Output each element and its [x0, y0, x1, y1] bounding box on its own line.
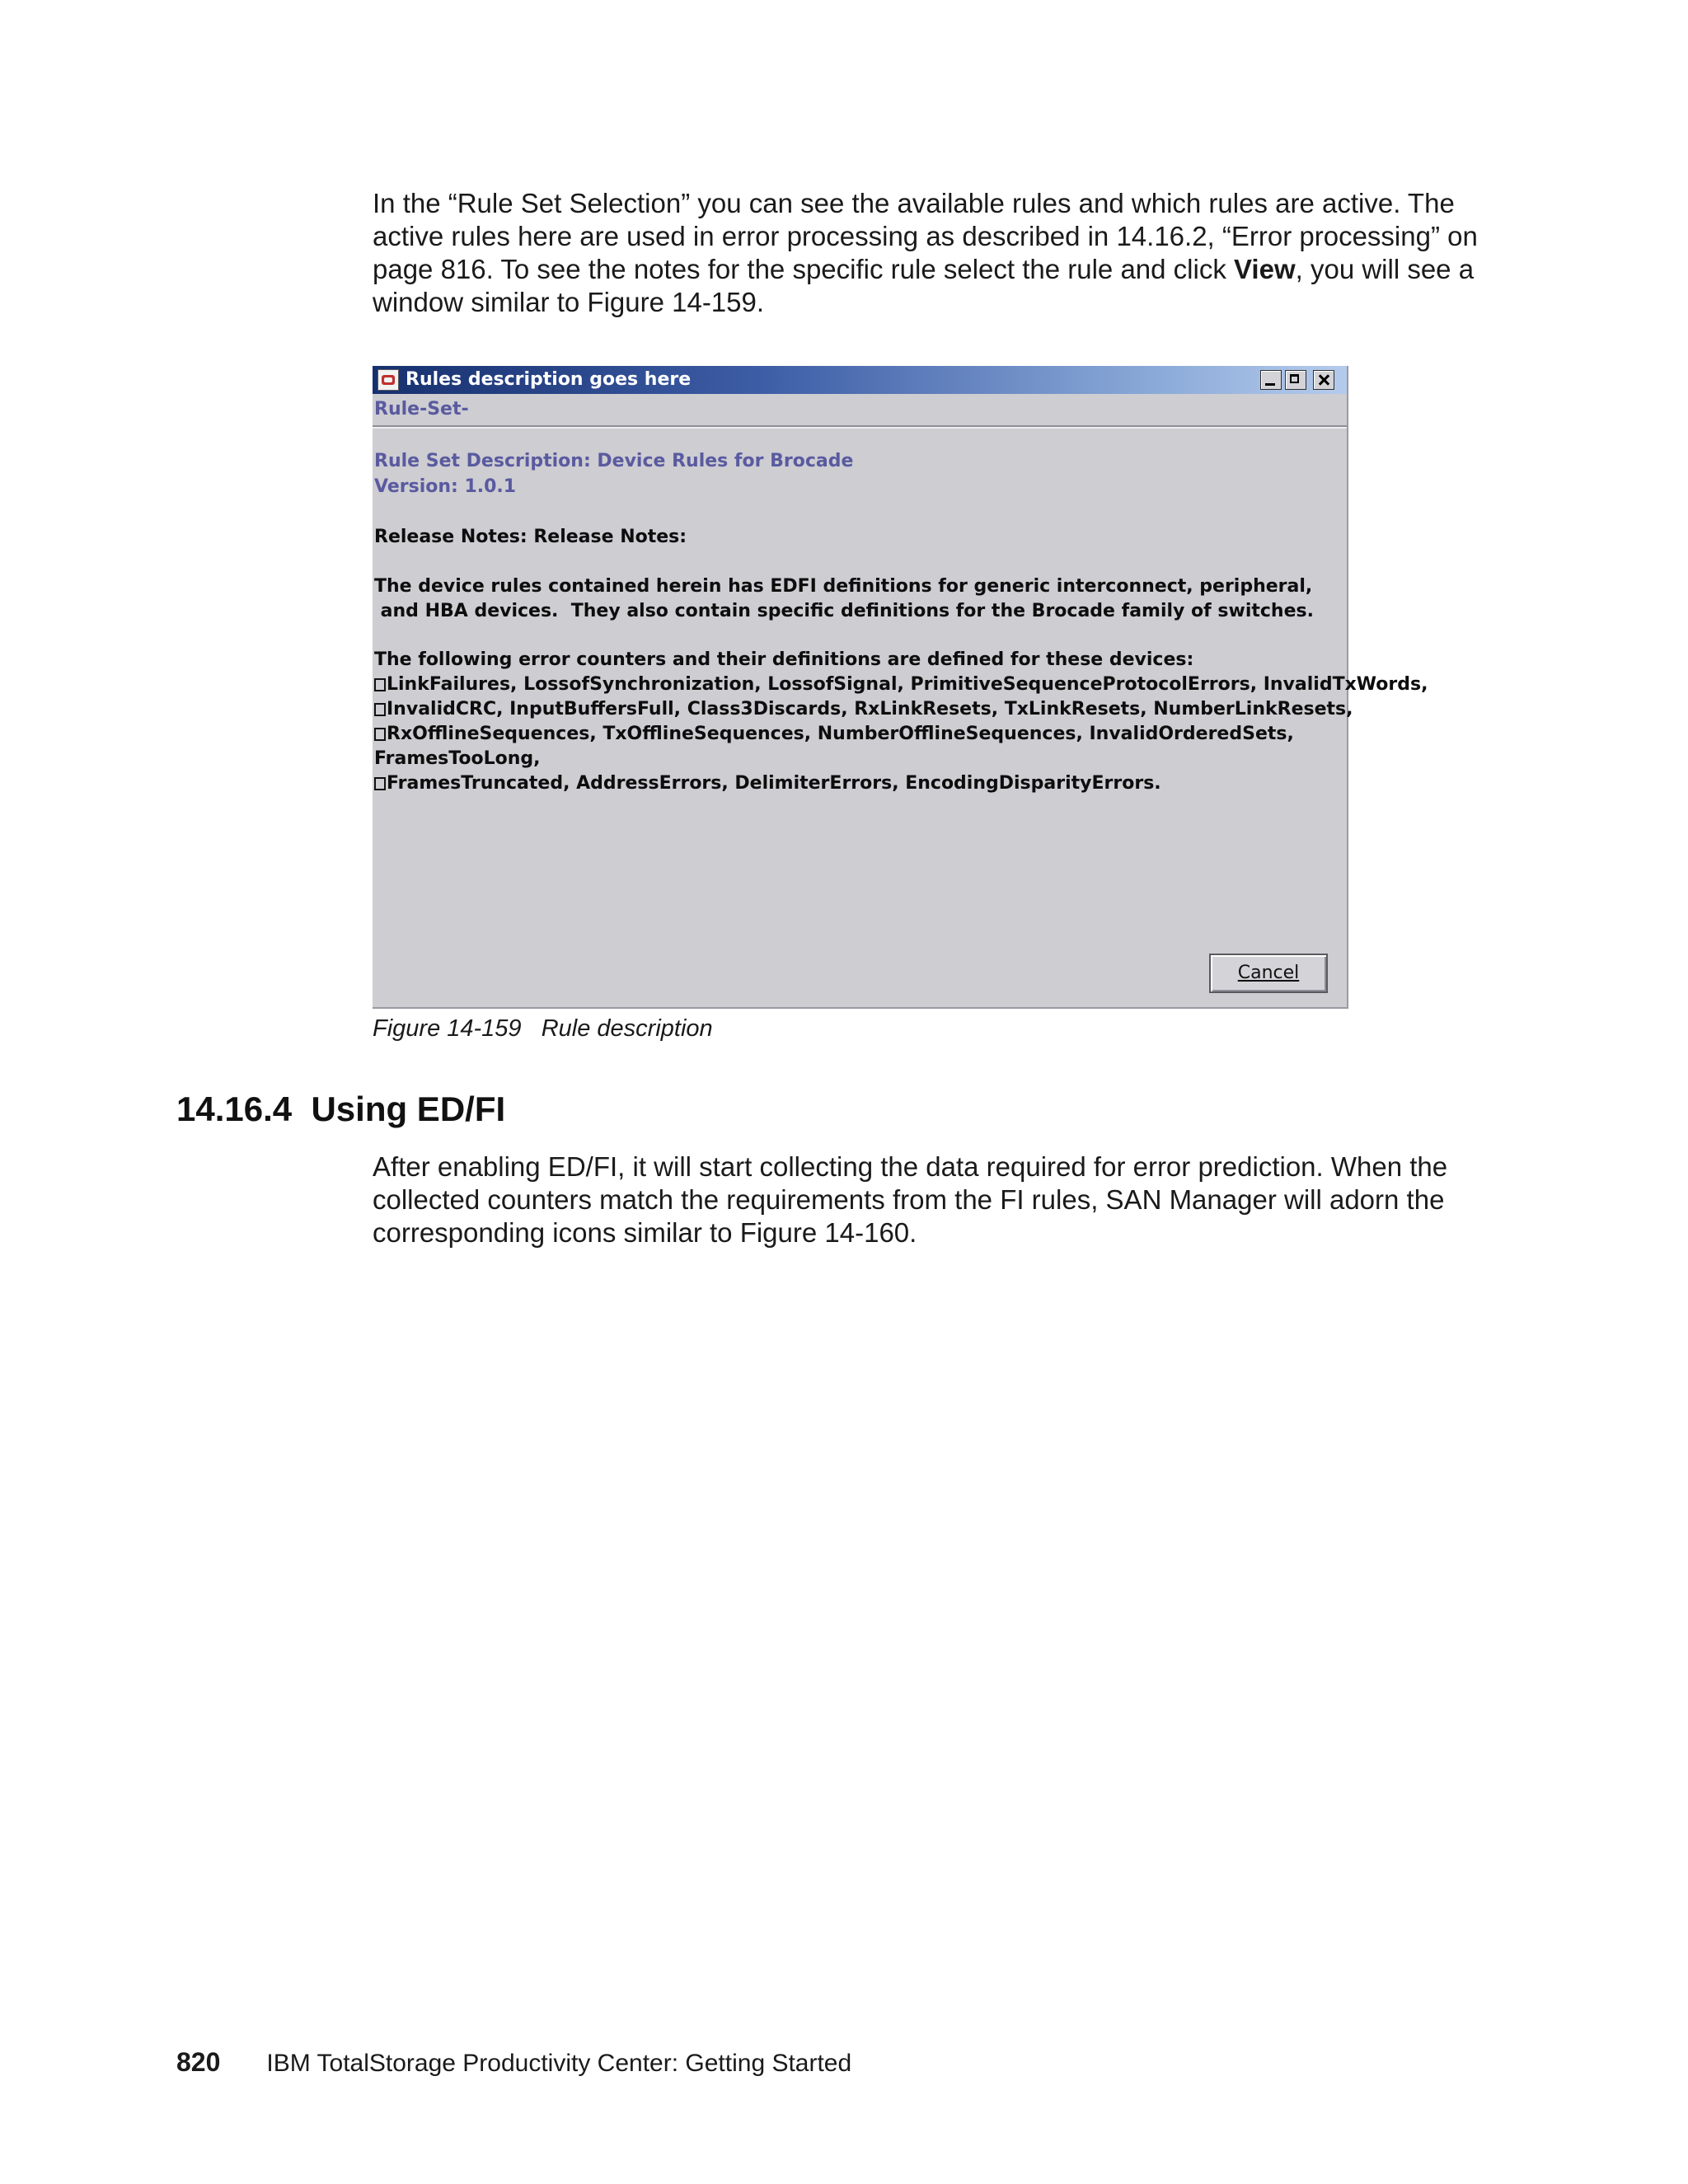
book-title: IBM TotalStorage Productivity Center: Getting Started — [266, 2050, 852, 2077]
java-app-icon — [377, 369, 399, 391]
separator — [373, 425, 1347, 429]
intro-paragraph — [373, 187, 1493, 319]
close-icon[interactable] — [1313, 370, 1334, 390]
cancel-button-label: Cancel — [1237, 963, 1300, 983]
intro-bold-view: View — [1234, 254, 1296, 284]
notes-line — [374, 699, 1353, 720]
notes-line-text: LinkFailures, LossofSynchronization, LossofSignal, PrimitiveSequenceProtocolErrors, InvalidTxWords, — [387, 674, 1428, 695]
unprintable-char-box — [374, 703, 386, 716]
cancel-button[interactable] — [1209, 954, 1328, 993]
minimize-icon[interactable] — [1260, 370, 1282, 390]
body-paragraph: After enabling ED/FI, it will start collecting the data required for error prediction. When the collected counters match the requirements from the FI rules, SAN Manager will adorn the corresponding icons similar to Figure 14-160. — [373, 1151, 1448, 1248]
maximize-icon[interactable] — [1285, 370, 1306, 390]
page-number: 820 — [176, 2047, 221, 2077]
rules-description-dialog — [373, 366, 1428, 1009]
figure-caption: Figure 14-159 Rule description — [373, 1015, 713, 1042]
page-footer — [176, 2047, 851, 2078]
section-heading: 14.16.4 Using ED/FI — [176, 1090, 506, 1128]
rule-set-description: Rule Set Description: Device Rules for Brocade — [374, 451, 854, 471]
notes-line: The following error counters and their definitions are defined for these devices: — [374, 649, 1194, 670]
notes-line-text: RxOfflineSequences, TxOfflineSequences, NumberOfflineSequences, InvalidOrderedSets, — [387, 724, 1294, 744]
notes-line-text: FramesTruncated, AddressErrors, DelimiterErrors, EncodingDisparityErrors. — [387, 773, 1161, 794]
rule-set-label: Rule-Set- — [374, 399, 469, 419]
dialog-title-bar[interactable] — [373, 366, 1347, 394]
dialog-title: Rules description goes here — [406, 369, 692, 390]
unprintable-char-box — [374, 728, 386, 741]
unprintable-char-box — [374, 678, 386, 691]
notes-line: The device rules contained herein has EDFI definitions for generic interconnect, peripheral, — [374, 576, 1313, 597]
rule-set-version: Version: 1.0.1 — [374, 476, 517, 497]
unprintable-char-box — [374, 777, 386, 790]
notes-line — [374, 773, 1161, 794]
intro-text-end: , you will see a window similar to Figure 14-159. — [373, 254, 1475, 317]
notes-line: and HBA devices. They also contain specific definitions for the Brocade family of switches. — [374, 601, 1314, 621]
notes-line — [374, 724, 1294, 745]
release-notes-heading: Release Notes: Release Notes: — [374, 527, 687, 547]
notes-line — [374, 674, 1428, 696]
intro-text-start: In the “Rule Set Selection” you can see the available rules and which rules are active. The active rules here are used in error processing as described in 14.16.2, “Error processing” on page 816. To see the notes for the specific rule select the rule and click — [373, 188, 1478, 284]
notes-line-text: InvalidCRC, InputBuffersFull, Class3Discards, RxLinkResets, TxLinkResets, NumberLinkResets, — [387, 699, 1353, 719]
notes-line: FramesTooLong, — [374, 748, 541, 769]
